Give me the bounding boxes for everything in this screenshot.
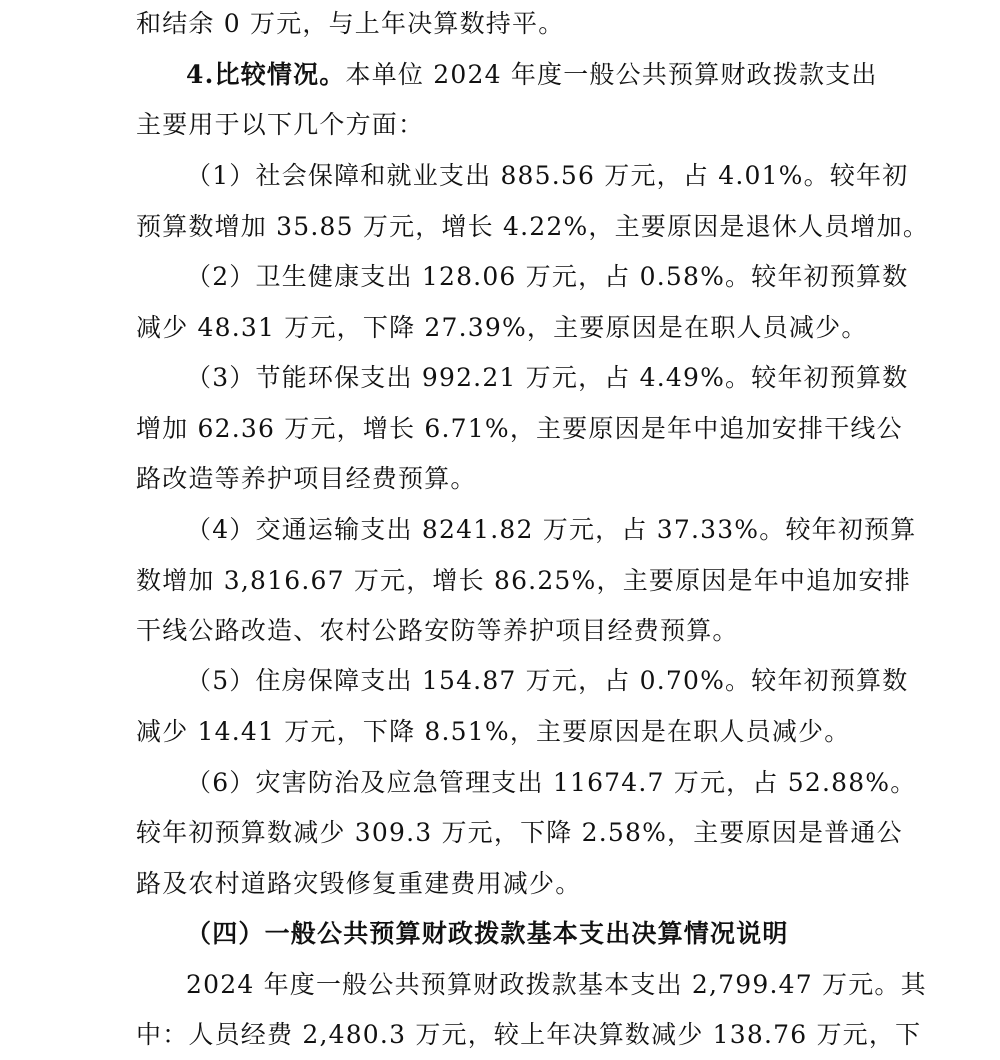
item-3-line-2: 增加 62.36 万元，增长 6.71%，主要原因是年中追加安排干线公 [136,414,903,443]
comparison-intro: 本单位 2024 年度一般公共预算财政拨款支出 [345,60,878,89]
item-1-line-1: （1）社会保障和就业支出 885.56 万元，占 4.01%。较年初 [186,161,909,190]
comparison-heading: 4.比较情况。 [186,60,346,89]
basic-expenditure-line-2: 中：人员经费 2,480.3 万元，较上年决算数减少 138.76 万元，下 [136,1020,922,1049]
item-3-line-1: （3）节能环保支出 992.21 万元，占 4.49%。较年初预算数 [186,363,909,392]
comparison-paragraph-first-line [186,59,878,91]
item-4-line-1: （4）交通运输支出 8241.82 万元，占 37.33%。较年初预算 [186,515,917,544]
item-2-line-2: 减少 48.31 万元，下降 27.39%，主要原因是在职人员减少。 [136,313,868,342]
item-4-line-3: 干线公路改造、农村公路安防等养护项目经费预算。 [136,616,739,645]
paragraph-line-1: 和结余 0 万元，与上年决算数持平。 [136,9,565,38]
item-6-line-3: 路及农村道路灾毁修复重建费用减少。 [136,869,582,898]
item-4-line-2: 数增加 3,816.67 万元，增长 86.25%，主要原因是年中追加安排 [136,566,911,595]
item-2-line-1: （2）卫生健康支出 128.06 万元，占 0.58%。较年初预算数 [186,262,909,291]
item-5-line-2: 减少 14.41 万元，下降 8.51%，主要原因是在职人员减少。 [136,717,851,746]
paragraph-line-3: 主要用于以下几个方面： [136,110,425,139]
item-1-line-2: 预算数增加 35.85 万元，增长 4.22%，主要原因是退休人员增加。 [136,212,930,241]
item-6-line-1: （6）灾害防治及应急管理支出 11674.7 万元，占 52.88%。 [186,768,917,797]
item-6-line-2: 较年初预算数减少 309.3 万元，下降 2.58%，主要原因是普通公 [136,818,903,847]
item-3-line-3: 路改造等养护项目经费预算。 [136,464,477,493]
item-5-line-1: （5）住房保障支出 154.87 万元，占 0.70%。较年初预算数 [186,666,909,695]
basic-expenditure-line-1: 2024 年度一般公共预算财政拨款基本支出 2,799.47 万元。其 [186,970,927,999]
section-heading-four: （四）一般公共预算财政拨款基本支出决算情况说明 [186,919,789,948]
